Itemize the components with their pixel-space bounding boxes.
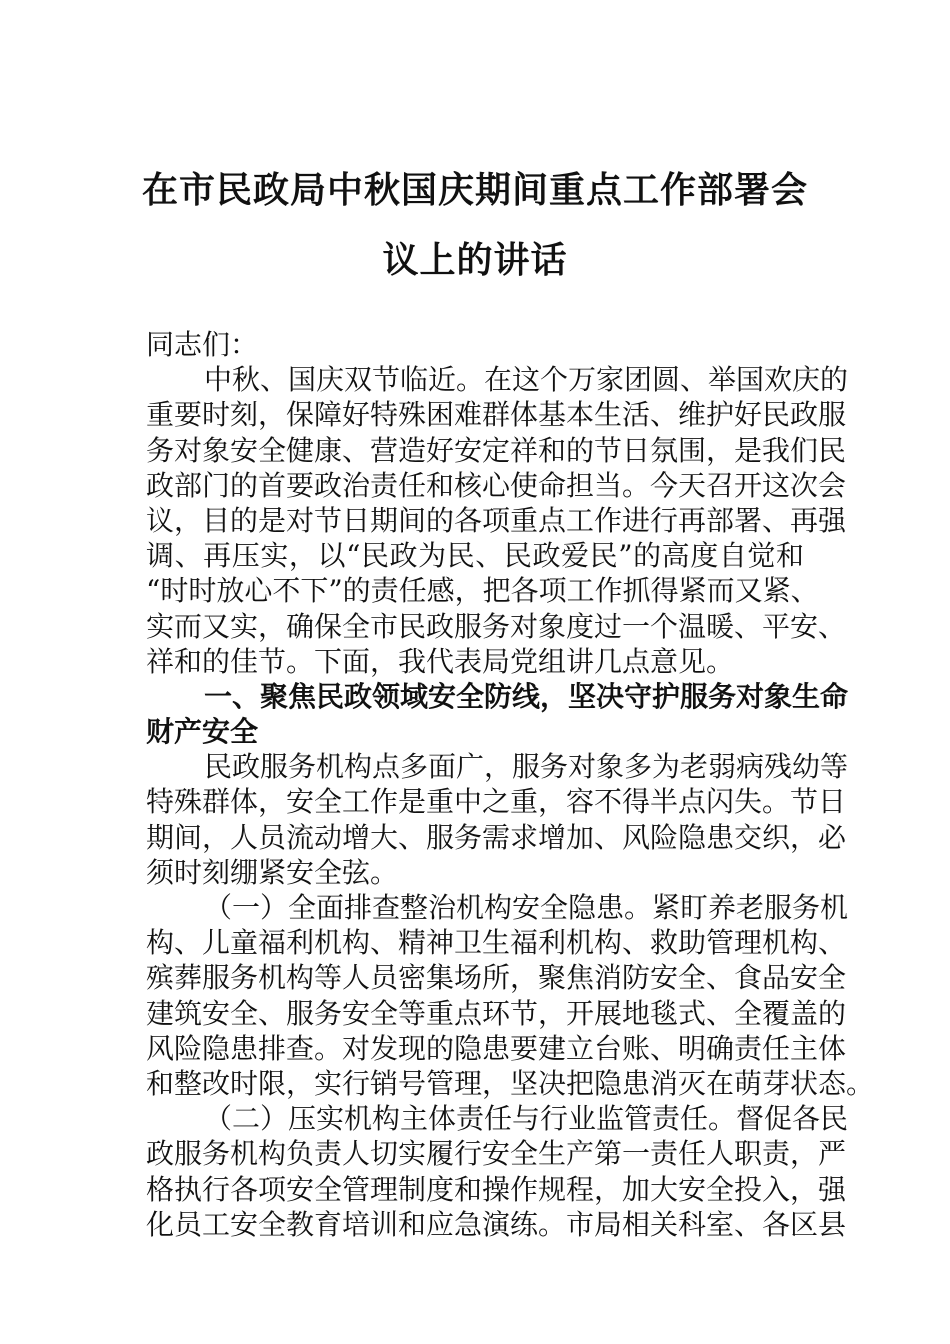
paragraph-line: “时时放心不下”的责任感，把各项工作抓得紧而又紧、	[146, 574, 819, 608]
paragraph-line: 重要时刻，保障好特殊困难群体基本生活、维护好民政服	[146, 398, 847, 432]
document-body	[146, 327, 875, 1242]
paragraph-line: 议，目的是对节日期间的各项重点工作进行再部署、再强	[146, 503, 847, 537]
paragraph-line: 中秋、国庆双节临近。在这个万家团圆、举国欢庆的	[204, 363, 849, 397]
paragraph-line: 和整改时限，实行销号管理，坚决把隐患消灭在萌芽状态。	[146, 1066, 875, 1100]
subsection-line: （二）压实机构主体责任与行业监管责任。督促各民	[204, 1102, 849, 1136]
paragraph-line: 化员工安全教育培训和应急演练。市局相关科室、各区县	[146, 1207, 847, 1241]
salutation: 同志们：	[146, 328, 259, 361]
document-title-line-2: 议上的讲话	[382, 239, 568, 281]
paragraph-line: 风险隐患排查。对发现的隐患要建立台账、明确责任主体	[146, 1031, 847, 1065]
paragraph-line: 构、儿童福利机构、精神卫生福利机构、救助管理机构、	[146, 926, 847, 960]
section-heading: 财产安全	[146, 715, 259, 749]
paragraph-line: 实而又实，确保全市民政服务对象度过一个温暖、平安、	[146, 609, 847, 643]
paragraph-line: 政部门的首要政治责任和核心使命担当。今天召开这次会	[146, 468, 847, 502]
paragraph-line: 务对象安全健康、营造好安定祥和的节日氛围，是我们民	[146, 433, 847, 467]
paragraph-line: 殡葬服务机构等人员密集场所，聚焦消防安全、食品安全	[146, 961, 847, 995]
paragraph-line: 调、再压实，以“民政为民、民政爱民”的高度自觉和	[146, 539, 804, 573]
paragraph-line: 建筑安全、服务安全等重点环节，开展地毯式、全覆盖的	[146, 996, 847, 1030]
paragraph-line: 格执行各项安全管理制度和操作规程，加大安全投入，强	[146, 1172, 847, 1206]
paragraph-line: 祥和的佳节。下面，我代表局党组讲几点意见。	[146, 644, 735, 678]
paragraph-line: 特殊群体，安全工作是重中之重，容不得半点闪失。节日	[146, 785, 847, 819]
section-heading: 一、聚焦民政领域安全防线，坚决守护服务对象生命	[204, 679, 849, 713]
document-title-line-1: 在市民政局中秋国庆期间重点工作部署会	[141, 169, 808, 211]
subsection-line: （一）全面排查整治机构安全隐患。紧盯养老服务机	[204, 891, 849, 924]
paragraph-line: 政服务机构负责人切实履行安全生产第一责任人职责，严	[146, 1137, 847, 1171]
paragraph-line: 民政服务机构点多面广，服务对象多为老弱病残幼等	[204, 750, 849, 784]
paragraph-line: 须时刻绷紧安全弦。	[146, 855, 399, 889]
paragraph-line: 期间，人员流动增大、服务需求增加、风险隐患交织，必	[146, 820, 847, 854]
